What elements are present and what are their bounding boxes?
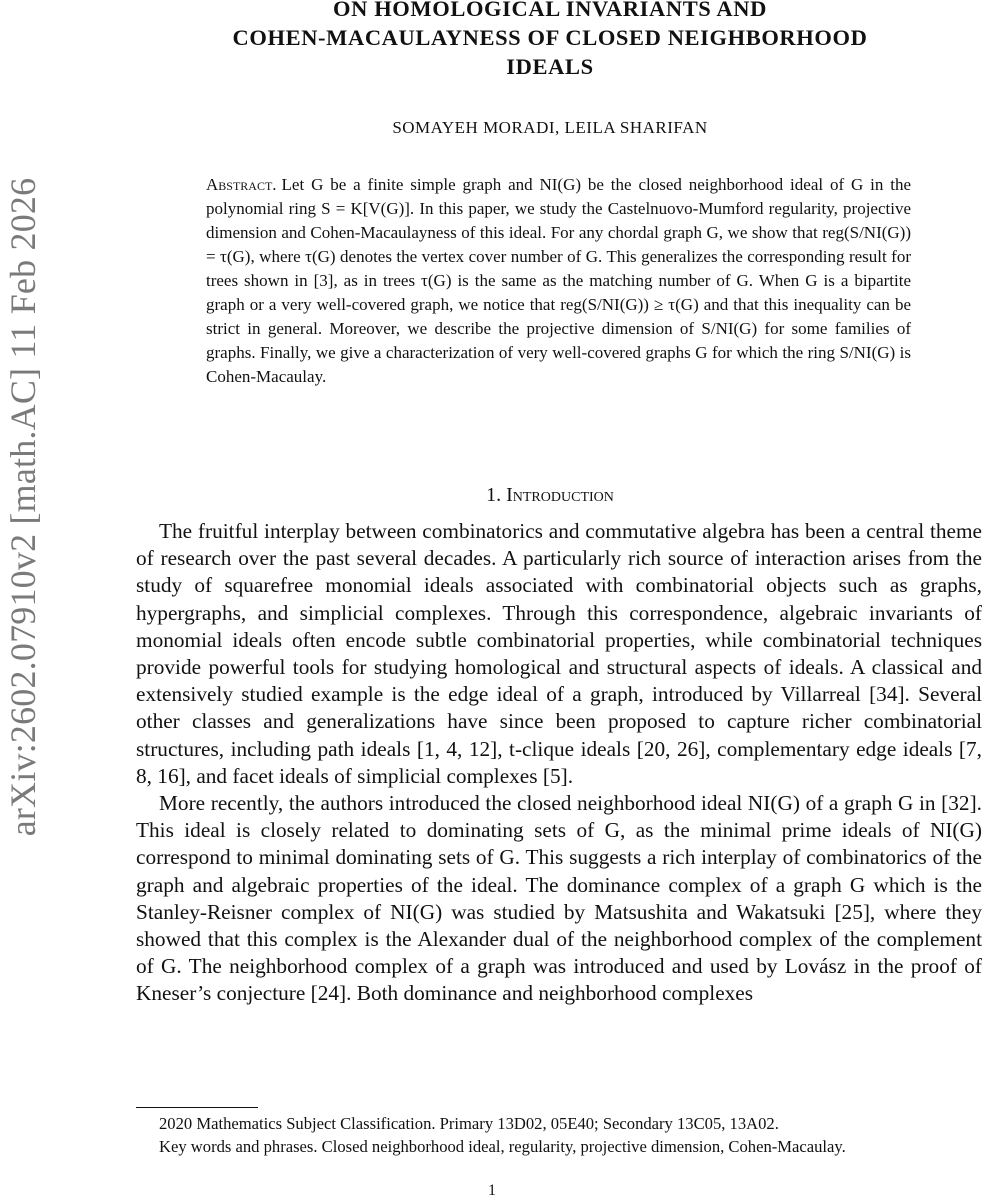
page-number: 1	[488, 1182, 496, 1199]
arxiv-stamp	[2, 0, 44, 1200]
abstract	[206, 173, 911, 389]
abstract-label: Abstract.	[206, 175, 277, 194]
paragraph: The fruitful interplay between combinatorics and commutative algebra has been a central theme of research over the past several decades. A particularly rich source of interaction arises from the study of squarefree monomial ideals associated with combinatorial objects such as graphs, hypergraphs, and simplicial complexes. Through this correspondence, algebraic invariants of monomial ideals often encode subtle combinatorial properties, while combinatorial techniques provide powerful tools for studying homological and structural aspects of ideals. A classical and extensively studied example is the edge ideal of a graph, introduced by Villarreal [34]. Several other classes and generalizations have since been proposed to capture richer combinatorial structures, including path ideals [1, 4, 12], t-clique ideals [20, 26], complementary edge ideals [7, 8, 16], and facet ideals of simplicial complexes [5].	[136, 519, 982, 788]
footnotes	[136, 1112, 982, 1158]
author-list: SOMAYEH MORADI, LEILA SHARIFAN	[392, 118, 708, 137]
section-title: Introduction	[506, 484, 614, 506]
footnote-keywords: Key words and phrases. Closed neighborhood ideal, regularity, projective dimension, Cohen-Macaulay.	[159, 1137, 846, 1156]
title-line: COHEN-MACAULAYNESS OF CLOSED NEIGHBORHOOD	[232, 25, 868, 50]
title-line: IDEALS	[506, 54, 594, 79]
arxiv-id: arXiv:2602.07910v2 [math.AC] 11 Feb 2026	[3, 177, 43, 837]
paper-title	[150, 0, 950, 81]
body-text	[136, 518, 982, 1008]
section-number: 1.	[486, 484, 502, 506]
title-line: ON HOMOLOGICAL INVARIANTS AND	[333, 0, 767, 21]
paragraph: More recently, the authors introduced the closed neighborhood ideal NI(G) of a graph G in [32]. This ideal is closely related to dominating sets of G, as the minimal prime ideals of NI(G) correspond to minimal dominating sets of G. This suggests a rich interplay of combinatorics of the graph and algebraic properties of the ideal. The dominance complex of a graph G which is the Stanley-Reisner complex of NI(G) was studied by Matsushita and Wakatsuki [25], where they showed that this complex is the Alexander dual of the neighborhood complex of the complement of G. The neighborhood complex of a graph was introduced and used by Lovász in the proof of Kneser’s conjecture [24]. Both dominance and neighborhood complexes	[136, 791, 982, 1006]
section-heading	[150, 484, 950, 507]
footnote-rule	[136, 1107, 258, 1108]
abstract-text: Let G be a finite simple graph and NI(G) be the closed neighborhood ideal of G in the polynomial ring S = K[V(G)]. In this paper, we study the Castelnuovo-Mumford regularity, projective dimension and Cohen-Macaulayness of this ideal. For any chordal graph G, we show that reg(S/NI(G)) = τ(G), where τ(G) denotes the vertex cover number of G. This generalizes the corresponding result for trees shown in [3], as in trees τ(G) is the same as the matching number of G. When G is a bipartite graph or a very well-covered graph, we notice that reg(S/NI(G)) ≥ τ(G) and that this inequality can be strict in general. Moreover, we describe the projective dimension of S/NI(G) for some families of graphs. Finally, we give a characterization of very well-covered graphs G for which the ring S/NI(G) is Cohen-Macaulay.	[206, 175, 911, 386]
footnote-msc: 2020 Mathematics Subject Classification. Primary 13D02, 05E40; Secondary 13C05, 13A02.	[159, 1114, 779, 1133]
